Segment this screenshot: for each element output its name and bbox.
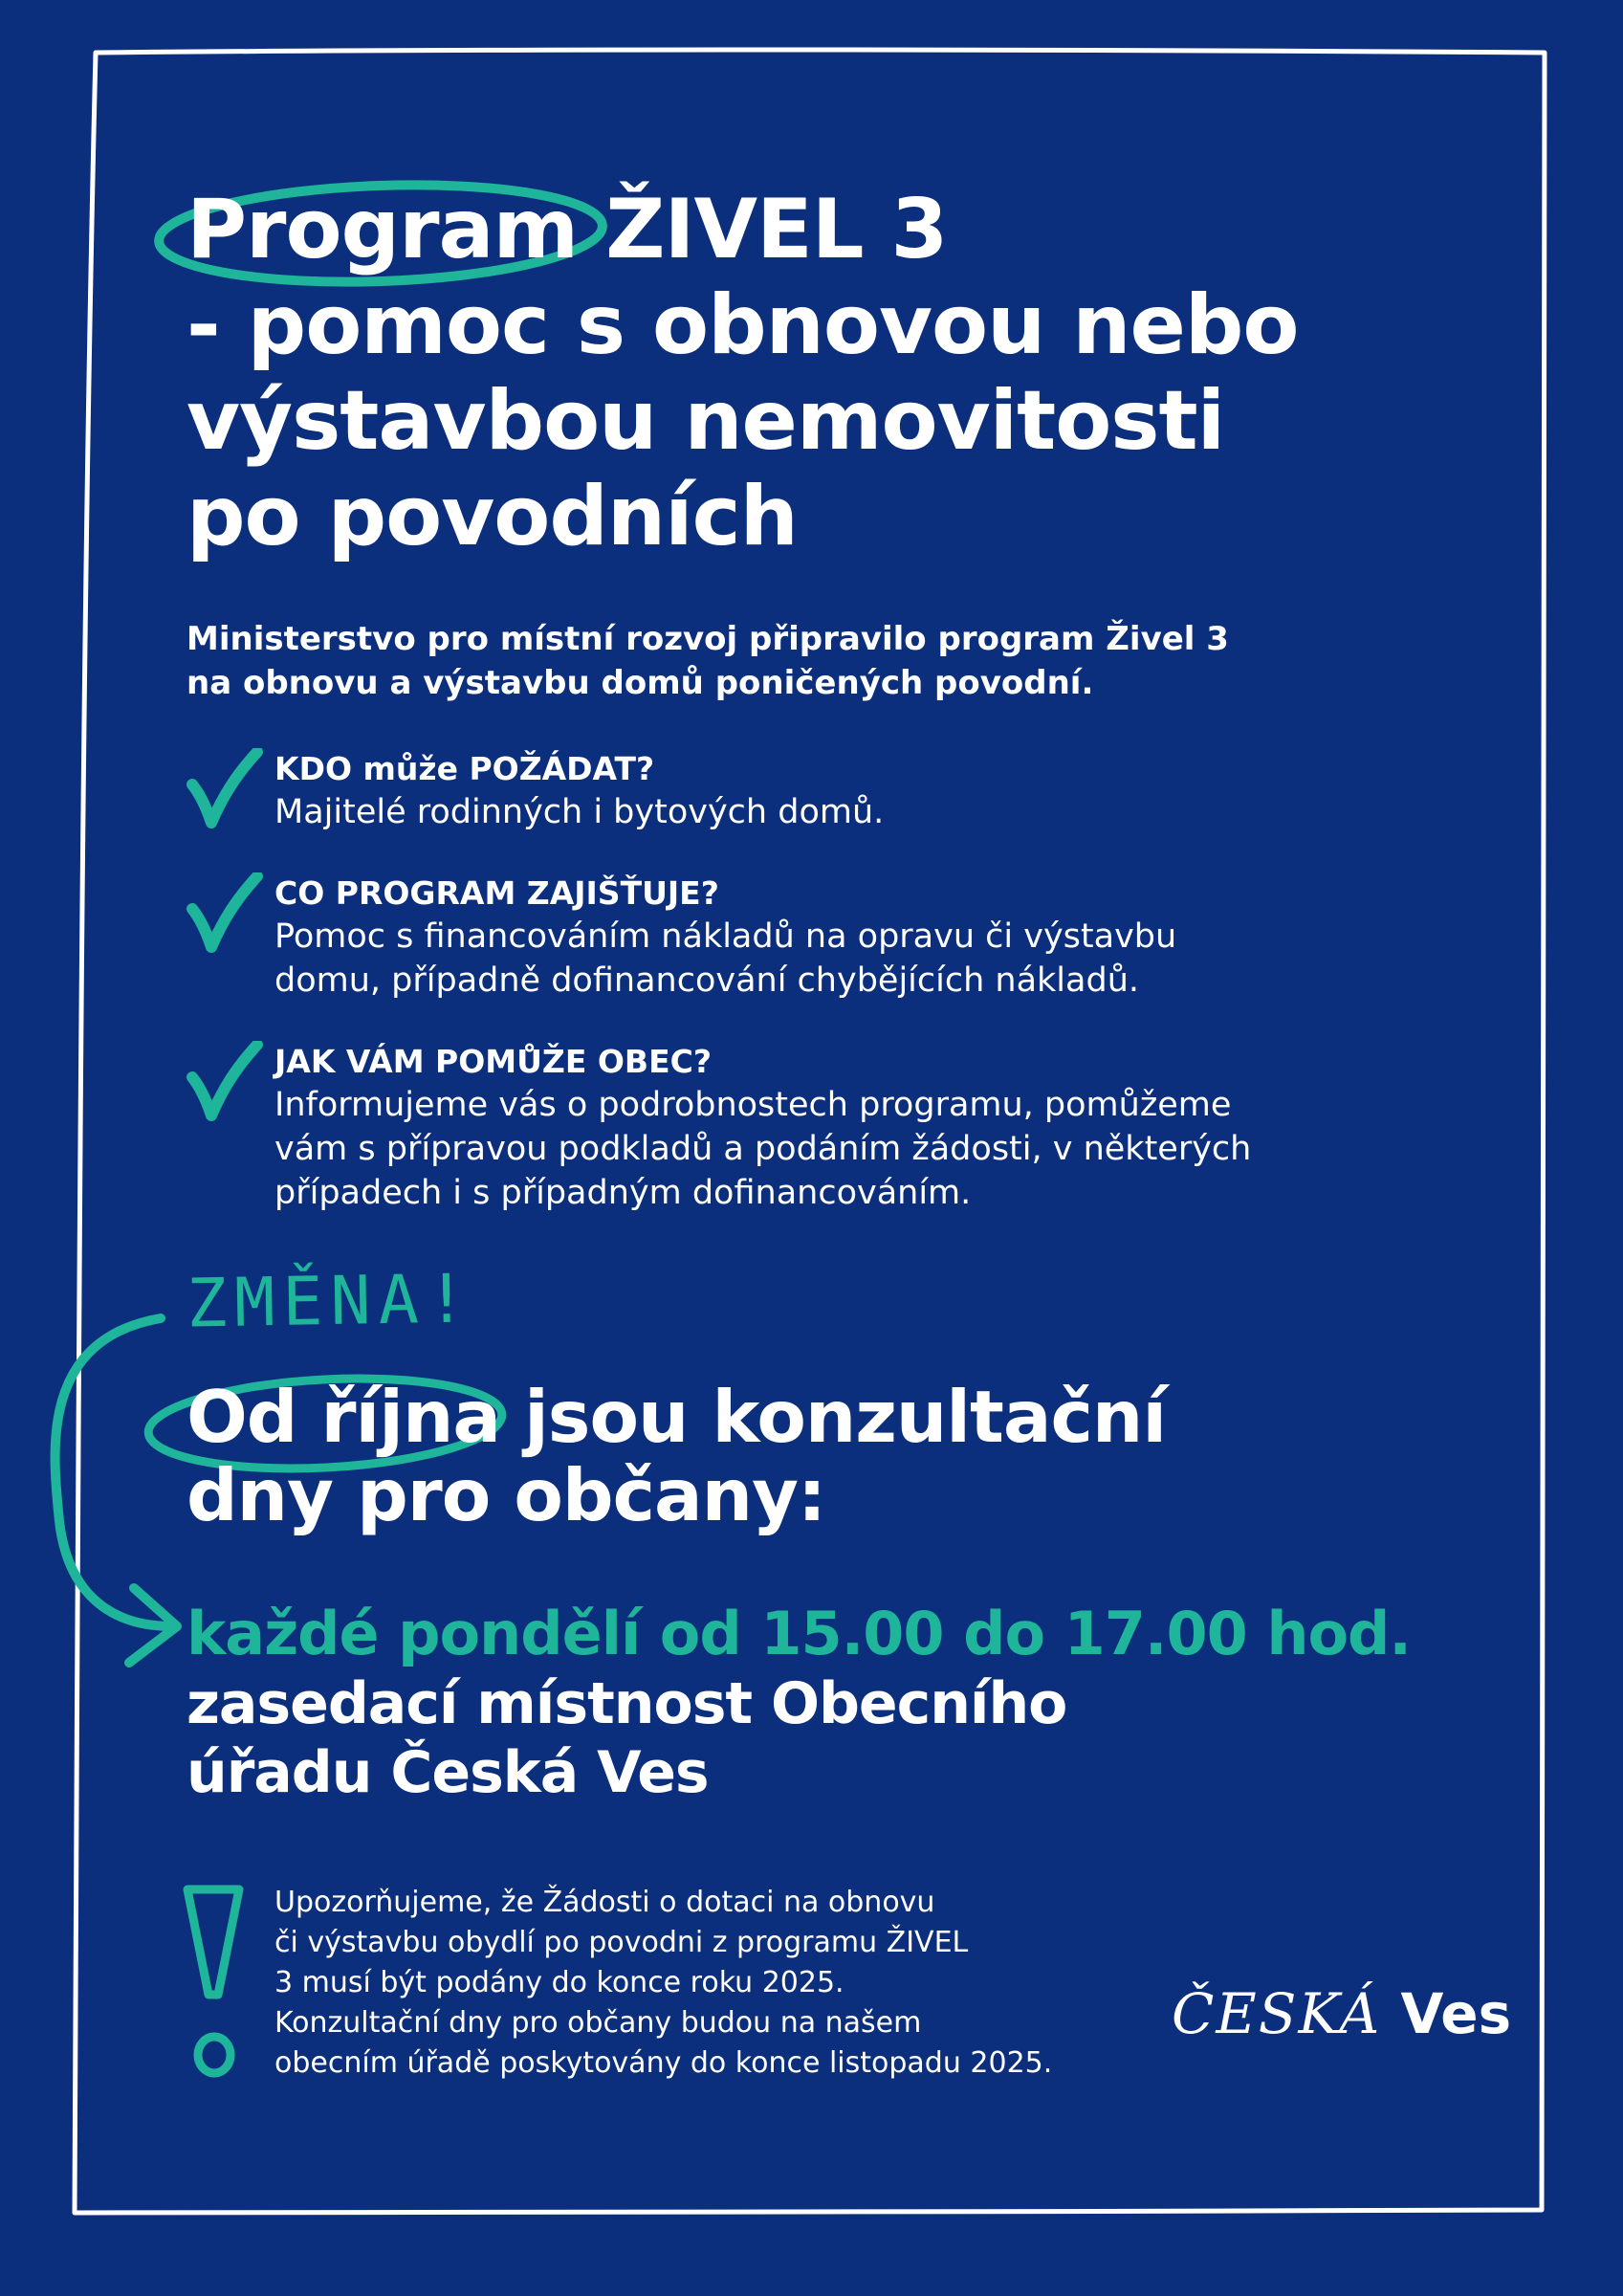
faq-question: JAK VÁM POMŮŽE OBEC? <box>274 1043 712 1080</box>
title-line-3: výstavbou nemovitosti <box>186 373 1225 469</box>
consultation-time: každé pondělí od 15.00 do 17.00 hod. <box>186 1599 1411 1668</box>
change-label: ZMĚNA! <box>186 1259 475 1343</box>
exclamation-icon <box>187 1889 239 1995</box>
answer-line: domu, případně dofinancování chybějících nákladů. <box>274 961 1140 1000</box>
consult-word-od-rijna: Od října <box>186 1375 500 1459</box>
check-icon <box>186 1041 263 1127</box>
faq-answer <box>274 790 1518 834</box>
intro-text <box>186 617 1229 705</box>
deadline-notice <box>274 1883 1052 2084</box>
intro-line-1: Ministerstvo pro místní rozvoj připravilo program Živel 3 <box>186 620 1229 658</box>
notice-line: 3 musí být podány do konce roku 2025. <box>274 1966 844 1999</box>
consult-rest: jsou konzultační <box>524 1375 1167 1459</box>
answer-line: Majitelé rodinných i bytových domů. <box>274 793 885 831</box>
curved-arrow-icon <box>55 1318 172 1626</box>
answer-line: vám s přípravou podkladů a podáním žádosti, v některých <box>274 1130 1252 1168</box>
page-title <box>186 182 1298 564</box>
title-line-4: po povodních <box>186 469 798 564</box>
answer-line: Pomoc s financováním nákladů na opravu či výstavbu <box>274 917 1177 956</box>
intro-line-2: na obnovu a výstavbu domů poničených povodní. <box>186 664 1094 702</box>
consult-line-2: dny pro občany: <box>186 1453 825 1537</box>
title-word-program: Program <box>186 182 579 277</box>
check-icon <box>186 872 263 959</box>
exclamation-dot <box>198 2037 230 2073</box>
notice-line: Konzultační dny pro občany budou na našem <box>274 2006 922 2040</box>
logo-script-part: ČESKÁ <box>1172 1981 1382 2046</box>
place-line-1: zasedací místnost Obecního <box>186 1670 1067 1737</box>
notice-line: obecním úřadě poskytovány do konce listopadu 2025. <box>274 2046 1053 2080</box>
logo-bold-part: Ves <box>1400 1981 1512 2046</box>
faq-answer <box>274 915 1518 1003</box>
check-icon <box>186 748 263 834</box>
title-line-2: - pomoc s obnovou nebo <box>186 277 1299 373</box>
faq-question: CO PROGRAM ZAJIŠŤUJE? <box>274 874 719 912</box>
notice-line: či výstavbu obydlí po povodni z programu ŽIVEL <box>274 1926 969 1959</box>
consultation-place <box>186 1669 1066 1807</box>
notice-line: Upozorňujeme, že Žádosti o dotaci na obnovu <box>274 1886 935 1919</box>
ceska-ves-logo <box>1172 1980 1511 2047</box>
faq-question: KDO může POŽÁDAT? <box>274 750 655 787</box>
consultation-heading <box>186 1375 1167 1537</box>
place-line-2: úřadu Česká Ves <box>186 1739 709 1806</box>
title-zivel: ŽIVEL 3 <box>605 182 948 277</box>
answer-line: případech i s případným dofinancováním. <box>274 1174 972 1212</box>
answer-line: Informujeme vás o podrobnostech programu, pomůžeme <box>274 1086 1232 1124</box>
faq-answer <box>274 1083 1518 1215</box>
